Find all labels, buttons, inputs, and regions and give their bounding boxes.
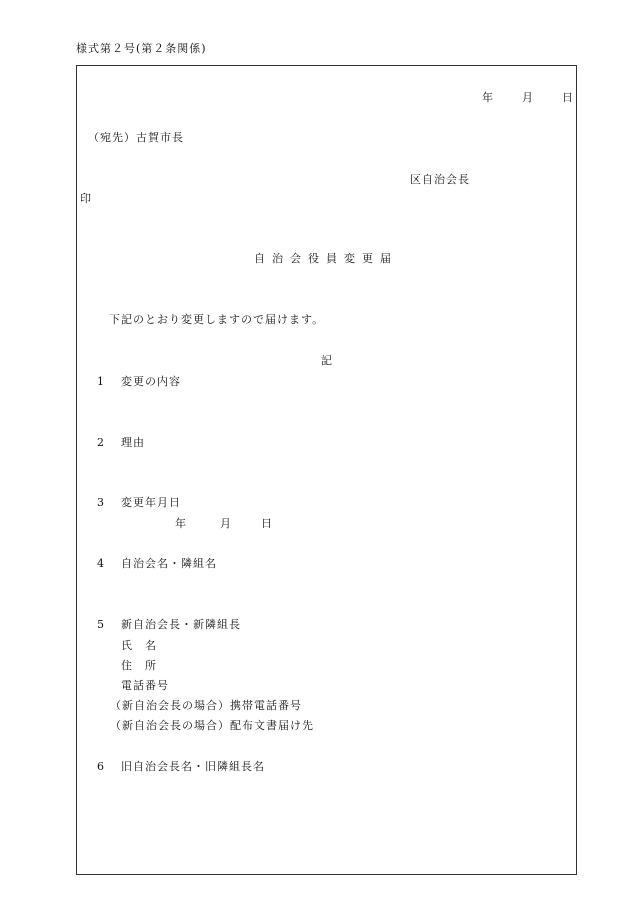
item-5-mobile: （新自治会長の場合）携帯電話番号 (110, 699, 302, 712)
document-title: 自治会役員変更届 (254, 252, 398, 265)
item-6-number: 6 (97, 760, 105, 773)
item-3-day: 日 (261, 517, 273, 530)
item-5-delivery: （新自治会長の場合）配布文書届け先 (110, 719, 314, 732)
item-1-number: 1 (97, 375, 105, 388)
item-6-label: 旧自治会長名・旧隣組長名 (121, 760, 265, 773)
item-3-number: 3 (97, 496, 105, 509)
seal-mark: 印 (80, 192, 92, 205)
date-day: 日 (562, 91, 574, 104)
item-5-phone: 電話番号 (121, 679, 169, 692)
item-3-year: 年 (175, 517, 187, 530)
form-frame (76, 65, 577, 875)
item-3-label: 変更年月日 (121, 496, 181, 509)
item-5-name: 氏 名 (121, 639, 157, 652)
item-5-label: 新自治会長・新隣組長 (121, 618, 241, 631)
item-2-label: 理由 (121, 436, 145, 449)
item-5-address: 住 所 (121, 659, 157, 672)
date-month: 月 (522, 91, 534, 104)
addressee: （宛先）古賀市長 (88, 131, 184, 144)
item-1-label: 変更の内容 (121, 375, 181, 388)
item-2-number: 2 (97, 436, 105, 449)
form-number: 様式第２号(第２条関係) (76, 42, 207, 55)
intro-text: 下記のとおり変更しますので届けます。 (109, 313, 325, 326)
item-4-label: 自治会名・隣組名 (121, 557, 217, 570)
item-4-number: 4 (97, 557, 105, 570)
applicant-title: 区自治会長 (410, 173, 470, 186)
date-year: 年 (482, 91, 494, 104)
item-5-number: 5 (97, 618, 105, 631)
ki-heading: 記 (321, 354, 333, 367)
item-3-month: 月 (220, 517, 232, 530)
